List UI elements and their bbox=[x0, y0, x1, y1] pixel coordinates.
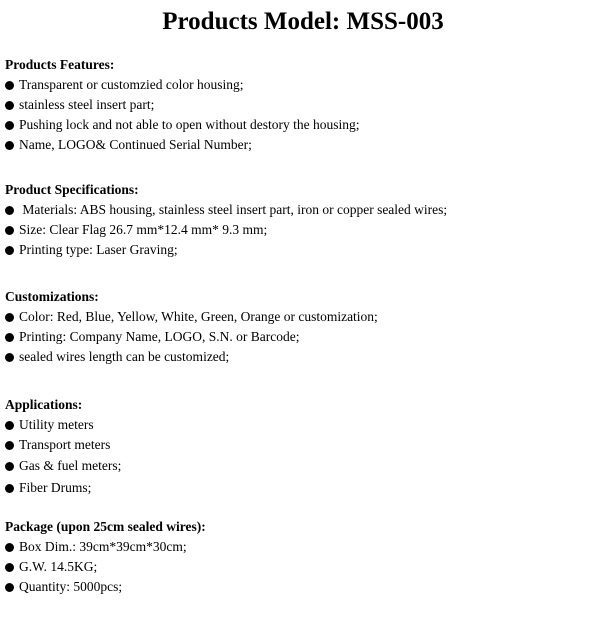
list-item bbox=[5, 415, 601, 435]
list-item bbox=[5, 577, 601, 597]
bullet-icon bbox=[5, 484, 14, 493]
list-item-text: Materials: ABS housing, stainless steel insert part, iron or copper sealed wires; bbox=[19, 202, 448, 217]
bullet-icon bbox=[5, 313, 14, 322]
bullet-icon bbox=[5, 583, 14, 592]
list-item bbox=[5, 220, 601, 240]
list-item bbox=[5, 347, 601, 367]
section-product-features bbox=[5, 55, 601, 155]
bullet-icon bbox=[5, 421, 14, 430]
section-customizations bbox=[5, 287, 601, 367]
feature-list bbox=[5, 75, 601, 155]
list-item-text: Quantity: 5000pcs; bbox=[19, 579, 123, 594]
section-heading: Customizations: bbox=[5, 289, 99, 304]
bullet-icon bbox=[5, 246, 14, 255]
list-item bbox=[5, 75, 601, 95]
bullet-icon bbox=[5, 353, 14, 362]
list-item-text: Transport meters bbox=[19, 437, 111, 452]
application-list bbox=[5, 415, 601, 499]
list-item-text: Pushing lock and not able to open without destory the housing; bbox=[19, 117, 360, 132]
list-item bbox=[5, 327, 601, 347]
list-item bbox=[5, 95, 601, 115]
list-item bbox=[5, 537, 601, 557]
list-item bbox=[5, 200, 601, 220]
list-item-text: Printing type: Laser Graving; bbox=[19, 242, 178, 257]
list-item-text: Size: Clear Flag 26.7 mm*12.4 mm* 9.3 mm; bbox=[19, 222, 268, 237]
list-item-text: Transparent or customzied color housing; bbox=[19, 77, 244, 92]
list-item bbox=[5, 477, 601, 499]
list-item bbox=[5, 115, 601, 135]
list-item-text: Gas & fuel meters; bbox=[19, 458, 122, 473]
section-heading: Applications: bbox=[5, 397, 83, 412]
package-list bbox=[5, 537, 601, 597]
bullet-icon bbox=[5, 206, 14, 215]
list-item-text: stainless steel insert part; bbox=[19, 97, 155, 112]
bullet-icon bbox=[5, 226, 14, 235]
section-heading: Product Specifications: bbox=[5, 182, 139, 197]
section-heading: Package (upon 25cm sealed wires): bbox=[5, 519, 206, 534]
bullet-icon bbox=[5, 462, 14, 471]
list-item-text: sealed wires length can be customized; bbox=[19, 349, 230, 364]
list-item bbox=[5, 435, 601, 455]
bullet-icon bbox=[5, 101, 14, 110]
bullet-icon bbox=[5, 543, 14, 552]
bullet-icon bbox=[5, 441, 14, 450]
list-item-text: Name, LOGO& Continued Serial Number; bbox=[19, 137, 252, 152]
list-item-text: G.W. 14.5KG; bbox=[19, 559, 98, 574]
section-product-specifications bbox=[5, 180, 601, 260]
bullet-icon bbox=[5, 333, 14, 342]
list-item-text: Printing: Company Name, LOGO, S.N. or Barcode; bbox=[19, 329, 300, 344]
bullet-icon bbox=[5, 81, 14, 90]
list-item-text: Fiber Drums; bbox=[19, 480, 92, 495]
bullet-icon bbox=[5, 141, 14, 150]
list-item-text: Color: Red, Blue, Yellow, White, Green, Orange or customization; bbox=[19, 309, 378, 324]
list-item-text: Box Dim.: 39cm*39cm*30cm; bbox=[19, 539, 187, 554]
customization-list bbox=[5, 307, 601, 367]
section-heading: Products Features: bbox=[5, 57, 115, 72]
list-item bbox=[5, 557, 601, 577]
section-applications bbox=[5, 395, 601, 499]
section-package bbox=[5, 517, 601, 597]
list-item bbox=[5, 135, 601, 155]
list-item-text: Utility meters bbox=[19, 417, 94, 432]
bullet-icon bbox=[5, 121, 14, 130]
list-item bbox=[5, 307, 601, 327]
bullet-icon bbox=[5, 563, 14, 572]
page-title: Products Model: MSS-003 bbox=[162, 8, 444, 35]
list-item bbox=[5, 455, 601, 477]
specification-list bbox=[5, 200, 601, 260]
list-item bbox=[5, 240, 601, 260]
